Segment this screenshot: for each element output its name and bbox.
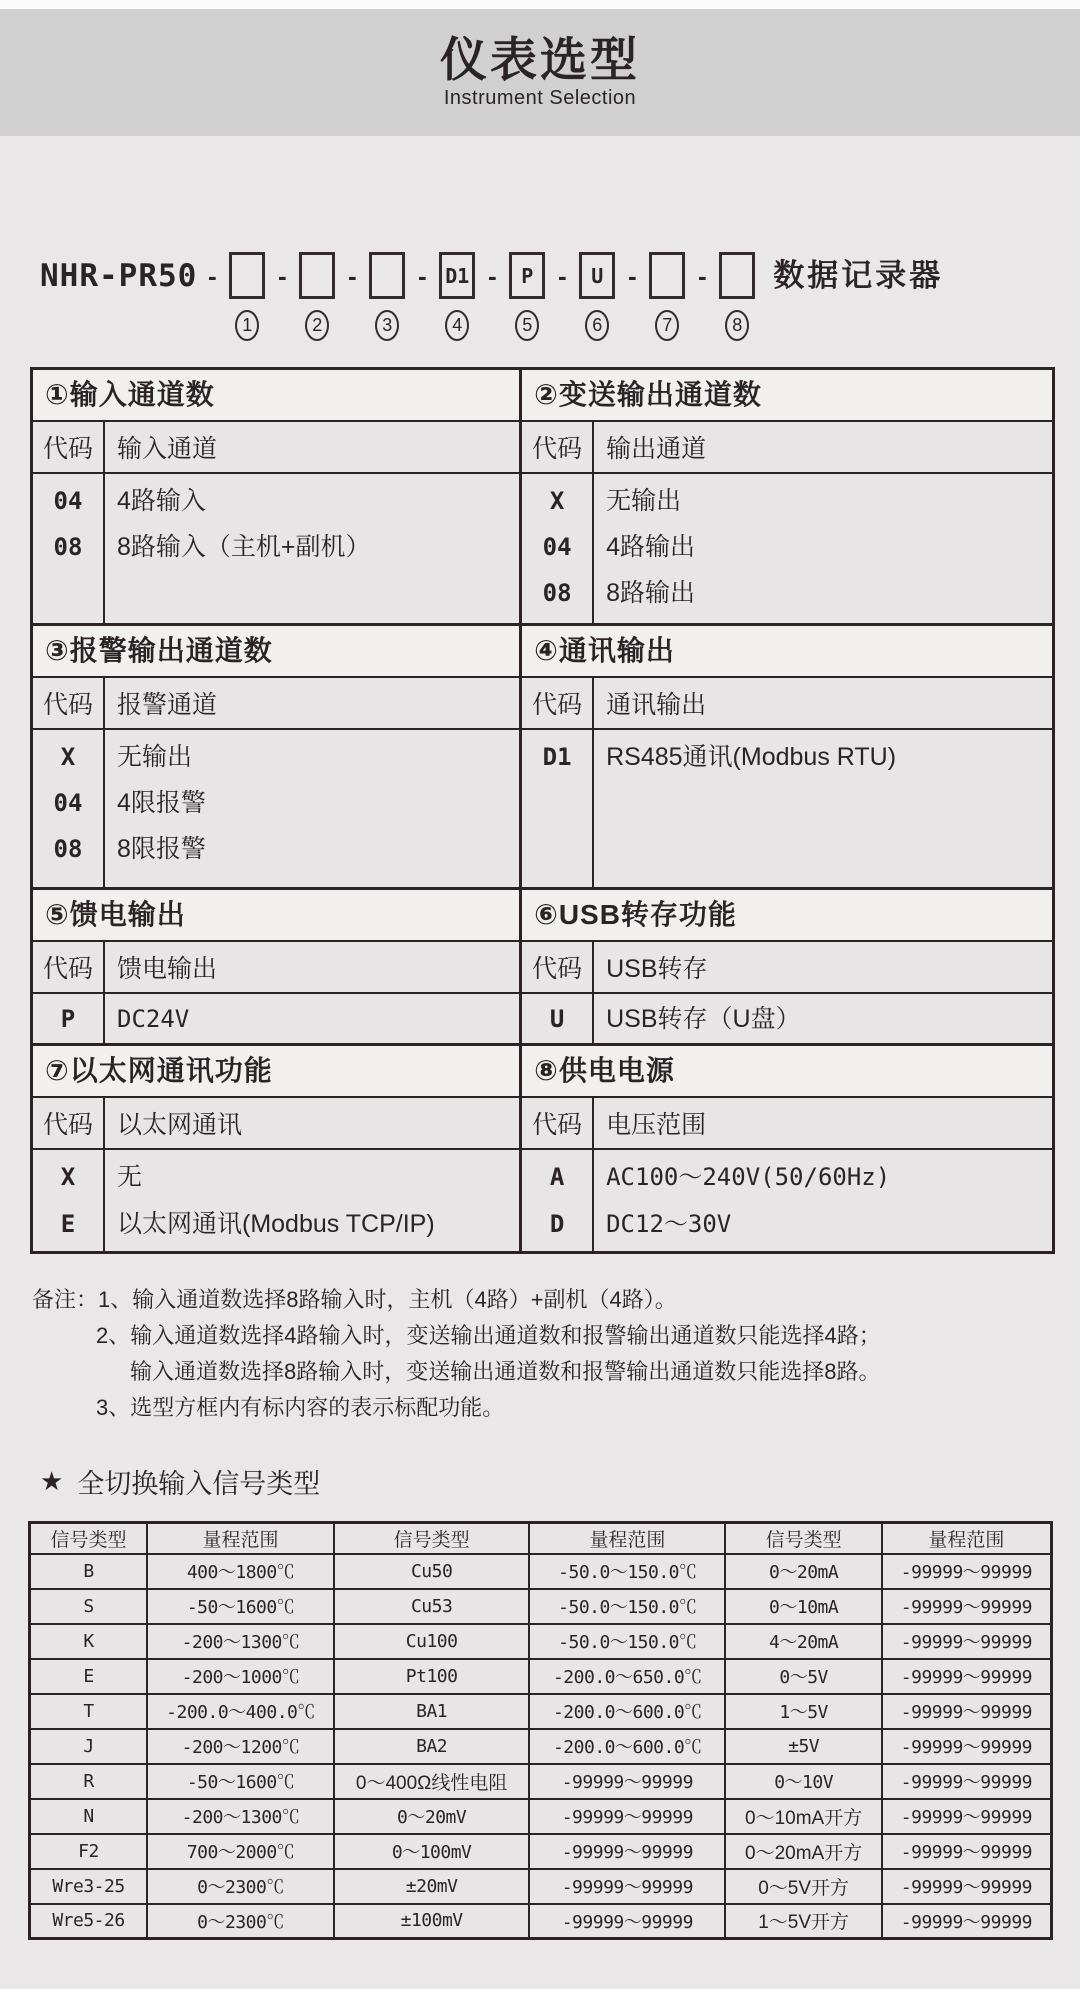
signal-cell: 1～5V <box>725 1694 881 1729</box>
section-header-row <box>33 422 519 474</box>
signal-table-body <box>30 1554 1052 1939</box>
signal-row <box>30 1659 1052 1694</box>
section-header-row <box>33 1098 519 1150</box>
selection-table <box>30 367 1055 1254</box>
signal-cell: B <box>30 1554 148 1589</box>
model-position-number: 2 <box>305 310 329 341</box>
selection-section <box>522 1046 1052 1251</box>
model-slot <box>437 252 477 341</box>
model-position-number: 7 <box>655 310 679 341</box>
model-slot <box>577 252 617 341</box>
selection-section <box>33 890 522 1043</box>
signal-cell: -50.0～150.0℃ <box>529 1589 725 1624</box>
signal-cell: 0～2300℃ <box>147 1904 334 1939</box>
signal-cell: -200～1300℃ <box>147 1624 334 1659</box>
dash-separator: - <box>207 261 217 291</box>
signal-header-row <box>30 1523 1052 1554</box>
signal-cell: -99999～99999 <box>882 1834 1052 1869</box>
signal-cell: -99999～99999 <box>882 1799 1052 1834</box>
signal-cell: Cu50 <box>334 1554 529 1589</box>
dash-separator: - <box>557 261 567 291</box>
signal-cell: -99999～99999 <box>529 1834 725 1869</box>
signal-row <box>30 1904 1052 1939</box>
signal-cell: -200～1000℃ <box>147 1659 334 1694</box>
code-column <box>522 1150 594 1251</box>
description-header: USB转存 <box>606 955 708 983</box>
signal-row <box>30 1834 1052 1869</box>
signal-cell: 4～20mA <box>725 1624 881 1659</box>
section-title: ⑤馈电输出 <box>33 890 519 942</box>
code-column <box>522 474 594 623</box>
model-ordering-line <box>40 252 1080 341</box>
code-column <box>33 994 105 1043</box>
description-column <box>105 1150 519 1251</box>
description-column <box>105 994 519 1043</box>
selection-section <box>522 890 1052 1043</box>
signal-row <box>30 1589 1052 1624</box>
signal-cell: 0～5V开方 <box>725 1869 881 1904</box>
model-code-box: P <box>509 252 545 299</box>
section-title: ④通讯输出 <box>522 626 1052 678</box>
signal-cell: S <box>30 1589 148 1624</box>
signal-row <box>30 1554 1052 1589</box>
section-header-row <box>522 678 1052 730</box>
code-header: 代码 <box>33 942 105 992</box>
note-line: 2、输入通道数选择4路输入时，变送输出通道数和报警输出通道数只能选择4路； <box>96 1323 881 1348</box>
description-header: 输入通道 <box>117 435 218 463</box>
signal-cell: 400～1800℃ <box>147 1554 334 1589</box>
selection-band <box>33 1046 1052 1251</box>
section-body <box>522 474 1052 623</box>
signal-cell: -99999～99999 <box>529 1904 725 1939</box>
model-position-number: 6 <box>585 310 609 341</box>
code-column <box>33 474 105 623</box>
signal-cell: 0～10V <box>725 1764 881 1799</box>
section-title: ⑥USB转存功能 <box>522 890 1052 942</box>
option-code: D <box>549 1210 565 1238</box>
option-description: AC100～240V(50/60Hz) <box>606 1163 891 1191</box>
option-code: X <box>549 487 565 515</box>
signal-col-header: 量程范围 <box>147 1523 334 1554</box>
selection-section <box>33 1046 522 1251</box>
model-position-number: 3 <box>375 310 399 341</box>
option-description: 8限报警 <box>117 835 206 863</box>
description-header: 馈电输出 <box>117 955 218 983</box>
option-code: 08 <box>53 533 83 561</box>
signal-cell: -99999～99999 <box>882 1624 1052 1659</box>
model-prefix: NHR-PR50 <box>40 258 198 294</box>
option-description: USB转存（U盘） <box>606 1005 801 1033</box>
model-position-number: 1 <box>235 310 259 341</box>
signal-cell: -200～1200℃ <box>147 1729 334 1764</box>
description-header: 以太网通讯 <box>117 1111 243 1139</box>
signal-col-header: 信号类型 <box>30 1523 148 1554</box>
note-line: 输入通道数选择8路输入时，变送输出通道数和报警输出通道数只能选择8路。 <box>130 1359 881 1384</box>
dash-separator: - <box>417 261 427 291</box>
option-code: X <box>60 1163 76 1191</box>
signal-row <box>30 1694 1052 1729</box>
signal-col-header: 量程范围 <box>529 1523 725 1554</box>
description-header: 输出通道 <box>606 435 707 463</box>
option-code: E <box>60 1210 76 1238</box>
model-position-number: 4 <box>445 310 469 341</box>
star-icon: ★ <box>40 1466 64 1496</box>
signal-row <box>30 1799 1052 1834</box>
signal-cell: F2 <box>30 1834 148 1869</box>
selection-band <box>33 890 1052 1046</box>
description-column <box>105 730 519 887</box>
signal-row <box>30 1624 1052 1659</box>
signal-cell: -99999～99999 <box>529 1799 725 1834</box>
section-body <box>33 730 519 887</box>
signal-cell: Wre5-26 <box>30 1904 148 1939</box>
signal-cell: E <box>30 1659 148 1694</box>
model-code-box: U <box>579 252 615 299</box>
selection-section <box>522 370 1052 623</box>
signal-cell: -99999～99999 <box>529 1764 725 1799</box>
description-header: 通讯输出 <box>606 691 707 719</box>
signal-row <box>30 1729 1052 1764</box>
description-column <box>594 994 1052 1043</box>
signal-col-header: 量程范围 <box>882 1523 1052 1554</box>
signal-cell: K <box>30 1624 148 1659</box>
option-description: 无 <box>117 1163 143 1191</box>
option-code: 04 <box>542 533 572 561</box>
signal-cell: 0～5V <box>725 1659 881 1694</box>
option-code: 08 <box>53 835 83 863</box>
signal-cell: -200.0～400.0℃ <box>147 1694 334 1729</box>
signal-cell: Cu100 <box>334 1624 529 1659</box>
model-slot <box>647 252 687 341</box>
signal-cell: 0～20mA开方 <box>725 1834 881 1869</box>
section-title: ②变送输出通道数 <box>522 370 1052 422</box>
option-code: P <box>60 1005 76 1033</box>
section-body <box>33 1150 519 1251</box>
signal-cell: J <box>30 1729 148 1764</box>
option-description: 以太网通讯(Modbus TCP/IP) <box>117 1210 435 1238</box>
option-description: DC24V <box>117 1005 190 1033</box>
model-code-box <box>229 252 265 299</box>
dash-separator: - <box>487 261 497 291</box>
signal-cell: -99999～99999 <box>882 1869 1052 1904</box>
section-title: ⑧供电电源 <box>522 1046 1052 1098</box>
signal-type-heading-label: 全切换输入信号类型 <box>77 1469 321 1499</box>
code-column <box>522 994 594 1043</box>
code-column <box>33 730 105 887</box>
model-code-sequence <box>197 252 757 341</box>
signal-cell: ±20mV <box>334 1869 529 1904</box>
signal-cell: -200.0～650.0℃ <box>529 1659 725 1694</box>
signal-cell: -99999～99999 <box>529 1869 725 1904</box>
signal-cell: 0～10mA开方 <box>725 1799 881 1834</box>
signal-cell: Pt100 <box>334 1659 529 1694</box>
dash-separator: - <box>277 261 287 291</box>
signal-col-header: 信号类型 <box>725 1523 881 1554</box>
selection-section <box>522 626 1052 887</box>
signal-cell: ±5V <box>725 1729 881 1764</box>
option-code: U <box>549 1005 565 1033</box>
signal-cell: N <box>30 1799 148 1834</box>
signal-cell: -50.0～150.0℃ <box>529 1624 725 1659</box>
selection-section <box>33 626 522 887</box>
signal-cell: -99999～99999 <box>882 1659 1052 1694</box>
option-code: 04 <box>53 487 83 515</box>
section-title: ⑦以太网通讯功能 <box>33 1046 519 1098</box>
model-position-number: 5 <box>515 310 539 341</box>
note-line: 3、选型方框内有标内容的表示标配功能。 <box>96 1395 505 1420</box>
model-code-box <box>299 252 335 299</box>
signal-cell: 700～2000℃ <box>147 1834 334 1869</box>
signal-col-header: 信号类型 <box>334 1523 529 1554</box>
code-column <box>33 1150 105 1251</box>
description-column <box>105 474 519 623</box>
option-description: 4路输入 <box>117 487 206 515</box>
section-title: ①输入通道数 <box>33 370 519 422</box>
section-header-row <box>33 678 519 730</box>
option-code: X <box>60 743 76 771</box>
option-description: 8路输入（主机+副机） <box>117 533 371 561</box>
selection-section <box>33 370 522 623</box>
option-description: DC12～30V <box>606 1210 732 1238</box>
signal-cell: -50.0～150.0℃ <box>529 1554 725 1589</box>
signal-cell: -50～1600℃ <box>147 1764 334 1799</box>
signal-table-head <box>30 1523 1052 1554</box>
signal-cell: 0～20mV <box>334 1799 529 1834</box>
option-description: 8路输出 <box>606 579 696 607</box>
option-description: 无输出 <box>117 743 193 771</box>
description-header: 报警通道 <box>117 691 218 719</box>
model-code-box <box>719 252 755 299</box>
top-strip <box>0 0 1080 9</box>
option-code: D1 <box>542 743 572 771</box>
page-subtitle: Instrument Selection <box>443 87 637 110</box>
model-slot <box>717 252 757 341</box>
section-header-row <box>522 942 1052 994</box>
code-header: 代码 <box>522 678 594 728</box>
signal-cell: T <box>30 1694 148 1729</box>
option-code: A <box>549 1163 565 1191</box>
signal-cell: -50～1600℃ <box>147 1589 334 1624</box>
signal-row <box>30 1764 1052 1799</box>
signal-cell: -99999～99999 <box>882 1694 1052 1729</box>
dash-separator: - <box>627 261 637 291</box>
dash-separator: - <box>347 261 357 291</box>
signal-cell: Wre3-25 <box>30 1869 148 1904</box>
section-body <box>522 730 1052 887</box>
model-position-number: 8 <box>725 310 749 341</box>
signal-cell: -99999～99999 <box>882 1729 1052 1764</box>
description-column <box>594 1150 1052 1251</box>
note-line: 备注：1、输入通道数选择8路输入时，主机（4路）+副机（4路）。 <box>32 1287 677 1312</box>
section-header-row <box>33 942 519 994</box>
signal-cell: 0～400Ω线性电阻 <box>334 1764 529 1799</box>
signal-cell: -200.0～600.0℃ <box>529 1729 725 1764</box>
code-header: 代码 <box>33 422 105 472</box>
signal-cell: -99999～99999 <box>882 1589 1052 1624</box>
page-banner <box>0 9 1080 136</box>
option-description: RS485通讯(Modbus RTU) <box>606 743 897 771</box>
signal-cell: BA2 <box>334 1729 529 1764</box>
signal-cell: R <box>30 1764 148 1799</box>
model-code-box <box>649 252 685 299</box>
model-slot <box>227 252 267 341</box>
section-body <box>33 994 519 1043</box>
section-body <box>33 474 519 623</box>
signal-cell: 0～10mA <box>725 1589 881 1624</box>
signal-cell: 0～20mA <box>725 1554 881 1589</box>
signal-cell: -200.0～600.0℃ <box>529 1694 725 1729</box>
signal-cell: -99999～99999 <box>882 1554 1052 1589</box>
signal-cell: -99999～99999 <box>882 1764 1052 1799</box>
model-slot <box>507 252 547 341</box>
model-slot <box>297 252 337 341</box>
code-header: 代码 <box>522 422 594 472</box>
description-column <box>594 474 1052 623</box>
selection-band <box>33 626 1052 890</box>
notes <box>32 1282 1080 1426</box>
signal-cell: Cu53 <box>334 1589 529 1624</box>
code-header: 代码 <box>33 678 105 728</box>
model-code-box: D1 <box>439 252 475 299</box>
selection-band <box>33 370 1052 626</box>
signal-type-heading <box>40 1462 1080 1501</box>
section-body <box>522 1150 1052 1251</box>
description-header: 电压范围 <box>606 1111 707 1139</box>
signal-cell: ±100mV <box>334 1904 529 1939</box>
page-title: 仪表选型 <box>440 32 640 86</box>
signal-cell: BA1 <box>334 1694 529 1729</box>
signal-cell: -200～1300℃ <box>147 1799 334 1834</box>
option-description: 无输出 <box>606 487 682 515</box>
option-code: 08 <box>542 579 572 607</box>
model-code-box <box>369 252 405 299</box>
signal-row <box>30 1869 1052 1904</box>
section-header-row <box>522 422 1052 474</box>
code-column <box>522 730 594 887</box>
code-header: 代码 <box>33 1098 105 1148</box>
dash-separator: - <box>697 261 707 291</box>
section-header-row <box>522 1098 1052 1150</box>
model-suffix: 数据记录器 <box>773 258 944 293</box>
code-header: 代码 <box>522 1098 594 1148</box>
section-title: ③报警输出通道数 <box>33 626 519 678</box>
code-header: 代码 <box>522 942 594 992</box>
signal-cell: 1～5V开方 <box>725 1904 881 1939</box>
description-column <box>594 730 1052 887</box>
option-description: 4限报警 <box>117 789 206 817</box>
option-code: 04 <box>53 789 83 817</box>
option-description: 4路输出 <box>606 533 696 561</box>
signal-cell: 0～2300℃ <box>147 1869 334 1904</box>
signal-cell: -99999～99999 <box>882 1904 1052 1939</box>
signal-cell: 0～100mV <box>334 1834 529 1869</box>
model-slot <box>367 252 407 341</box>
section-body <box>522 994 1052 1043</box>
signal-table <box>28 1521 1053 1940</box>
